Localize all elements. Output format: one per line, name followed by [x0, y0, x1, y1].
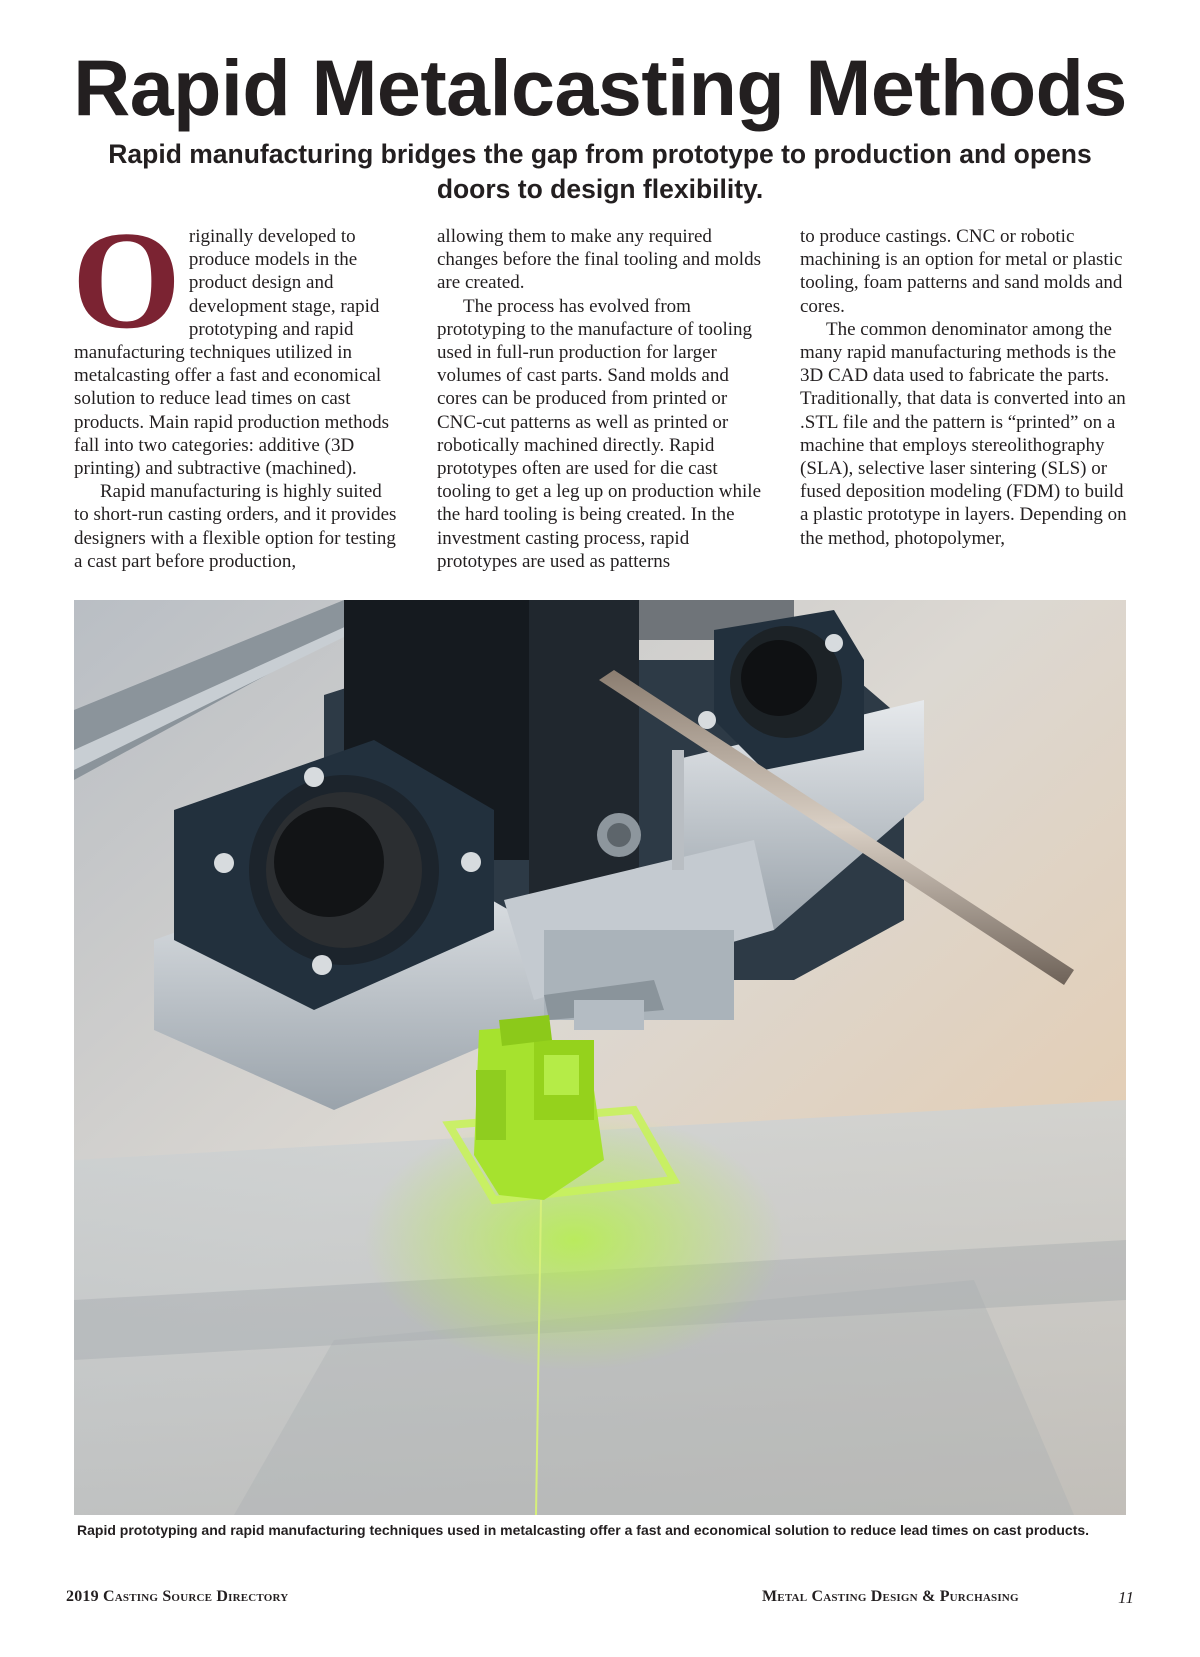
- footer-publication: 2019 Casting Source Directory: [66, 1588, 289, 1605]
- paragraph: The common denominator among the many rapid manufacturing methods is the 3D CAD data used to fabricate the parts. Traditionally, that data is converted into an .STL file and the pattern is “printed” on a machine that employs stereolithography (SLA), selective laser sintering (SLS) or fused deposition modeling (FDM) to build a plastic prototype in layers. Depending on the method, photopolymer,: [800, 318, 1127, 549]
- paragraph: to produce castings. CNC or robotic machining is an option for metal or plastic tooling, foam patterns and sand molds and cores.: [800, 226, 1123, 317]
- text-column-2: [437, 225, 767, 573]
- paragraph-text: riginally developed to produce models in the product design and development stage, rapid prototyping and rapid manufacturing techniques utilized in metalcasting offer a fast and economical solution to reduce lead times on cast products. Main rapid production methods fall into two categories: additive (3D printing) and subtractive (machined).: [74, 226, 390, 480]
- article-deck: Rapid manufacturing bridges the gap from prototype to production and opens doors to design flexibility.: [108, 139, 1092, 204]
- printer-photo: [74, 600, 1126, 1515]
- paragraph: Rapid manufacturing is highly suited to short-run casting orders, and it provides designers with a flexible option for testing a cast part before production,: [74, 481, 397, 572]
- text-column-1: [72, 203, 400, 573]
- footer-magazine: Metal Casting Design & Purchasing: [762, 1588, 1019, 1605]
- paragraph: [72, 203, 400, 480]
- photo-caption: Rapid prototyping and rapid manufacturing techniques used in metalcasting offer a fast and economical solution to reduce lead times on cast products.: [77, 1522, 1090, 1538]
- text-column-3: [800, 225, 1130, 550]
- paragraph: The process has evolved from prototyping to the manufacture of tooling used in full-run production for larger volumes of cast parts. Sand molds and cores can be produced from printed or CNC-cut patterns as well as printed or robotically machined directly. Rapid prototypes often are used for die cast tooling to get a leg up on production while the hard tooling is being created. In the investment casting process, rapid prototypes are used as patterns: [437, 295, 762, 572]
- article-headline: Rapid Metalcasting Methods: [73, 43, 1127, 132]
- drop-cap: O: [72, 203, 181, 358]
- page-number: 11: [1118, 1588, 1135, 1607]
- paragraph: allowing them to make any required changes before the final tooling and molds are created.: [437, 226, 761, 294]
- 3d-printer-illustration: [74, 600, 1126, 1515]
